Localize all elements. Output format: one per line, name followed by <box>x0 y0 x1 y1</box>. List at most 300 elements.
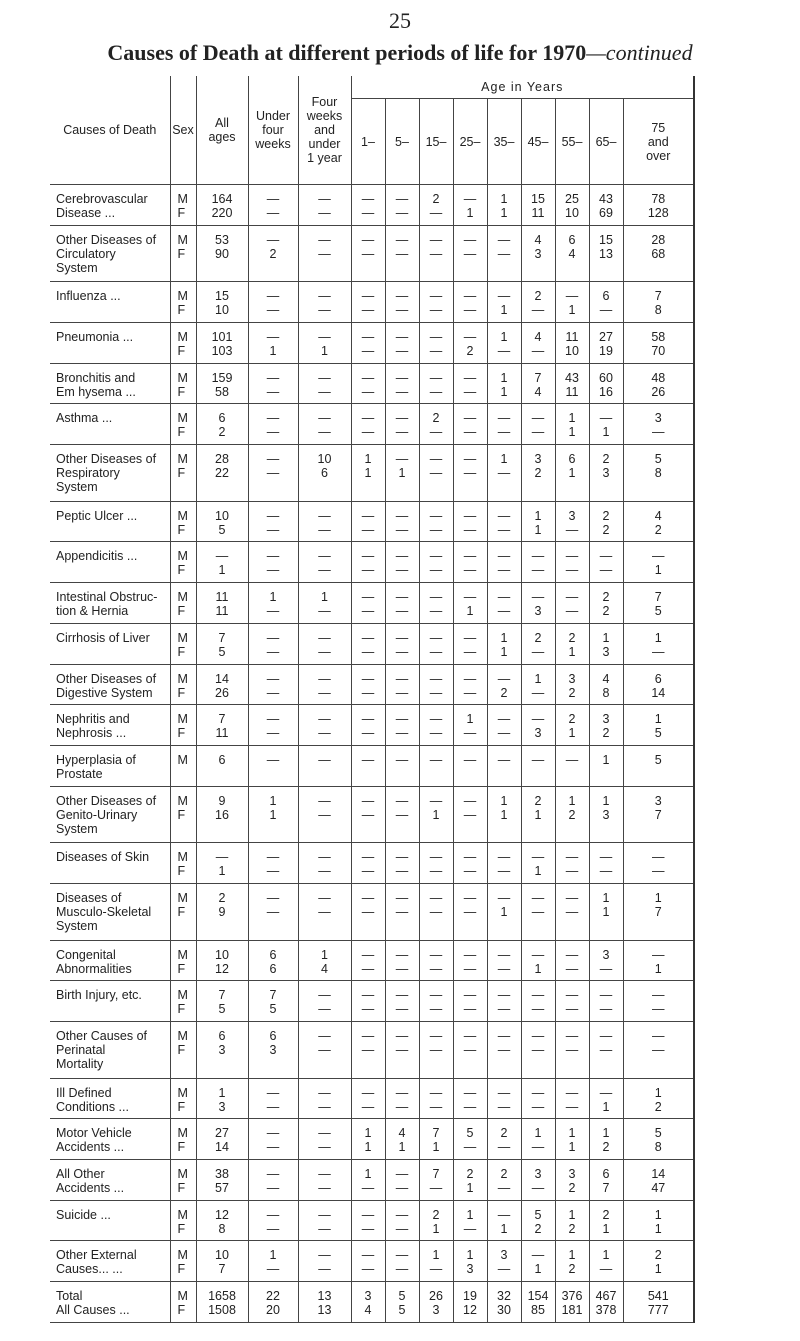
count-cell <box>196 225 248 282</box>
count-value: — <box>531 988 545 1003</box>
count-value: — <box>318 1126 331 1141</box>
count-value: — <box>463 671 477 686</box>
count-value: 53 <box>215 232 229 247</box>
count-cell <box>487 1119 521 1160</box>
count-value: — <box>361 522 375 537</box>
count-value: — <box>318 232 331 247</box>
count-value: 11 <box>565 329 579 344</box>
cause-of-death <box>50 1159 170 1200</box>
count-cell <box>453 664 487 705</box>
count-value: 1 <box>602 1126 610 1141</box>
count-value: 2 <box>534 630 542 645</box>
count-value: — <box>565 904 579 919</box>
count-value: 27 <box>215 1126 229 1141</box>
count-cell <box>623 501 694 542</box>
count-value: 12 <box>215 1207 229 1222</box>
count-value: — <box>318 1099 331 1114</box>
count-value: — <box>361 1042 375 1057</box>
count-cell <box>298 843 351 884</box>
count-value: 1 <box>500 644 508 659</box>
count-value: 26 <box>215 685 229 700</box>
count-value: — <box>565 549 579 564</box>
sex-value: F <box>177 1180 186 1195</box>
count-value: 1 <box>534 671 542 686</box>
sex-value: F <box>177 522 186 537</box>
count-cell <box>196 664 248 705</box>
count-value: — <box>395 1028 409 1043</box>
table-row <box>50 843 694 884</box>
count-value: — <box>497 604 511 619</box>
count-value: 68 <box>651 246 666 261</box>
count-cell <box>298 445 351 502</box>
count-value: 26 <box>429 1289 443 1304</box>
table-row <box>50 542 694 583</box>
count-value: — <box>395 563 409 578</box>
count-cell <box>521 1241 555 1282</box>
count-value: 7 <box>602 1180 610 1195</box>
sex-value: M <box>177 793 188 808</box>
cause-label-line: All Other <box>56 1166 105 1181</box>
count-value: 2 <box>602 1207 610 1222</box>
count-cell <box>453 1200 487 1241</box>
count-value: — <box>463 947 477 962</box>
count-cell <box>487 623 521 664</box>
count-value: 10 <box>215 1248 229 1263</box>
count-cell <box>419 883 453 940</box>
sex-value: F <box>177 1002 186 1017</box>
count-cell <box>453 282 487 323</box>
count-cell <box>196 363 248 404</box>
count-value: — <box>599 1262 613 1277</box>
count-cell <box>589 1078 623 1119</box>
count-value: 1 <box>568 726 576 741</box>
count-value: 8 <box>218 1221 226 1236</box>
count-value: — <box>429 1099 443 1114</box>
count-cell <box>555 185 589 226</box>
count-cell <box>419 322 453 363</box>
count-value: — <box>463 590 477 605</box>
count-value: — <box>266 370 280 385</box>
cause-label-line: Musculo-Skeletal <box>56 904 152 919</box>
count-cell <box>555 583 589 624</box>
count-value: — <box>565 1042 579 1057</box>
count-cell <box>419 1078 453 1119</box>
count-cell <box>298 282 351 323</box>
count-cell <box>623 282 694 323</box>
header-all-ages <box>196 76 248 185</box>
count-value: — <box>318 192 331 206</box>
count-cell <box>419 404 453 445</box>
sex-value: M <box>177 988 188 1003</box>
count-value: 159 <box>211 370 233 385</box>
cause-label-line: Other Diseases of <box>56 232 157 247</box>
count-value: 7 <box>534 370 542 385</box>
count-value: 4 <box>398 1126 406 1141</box>
count-cell <box>589 1159 623 1200</box>
count-value: 3 <box>602 947 610 962</box>
cause-label-line: Nephritis and <box>56 712 130 727</box>
count-value: 28 <box>651 232 666 247</box>
count-cell <box>555 1078 589 1119</box>
cause-of-death <box>50 542 170 583</box>
count-value: — <box>531 850 545 865</box>
count-value: — <box>463 232 477 247</box>
sex-cell <box>170 1078 196 1119</box>
count-value: 6 <box>269 961 277 976</box>
sex-value: F <box>177 303 186 318</box>
count-cell <box>589 786 623 843</box>
count-cell <box>623 225 694 282</box>
sex-value: M <box>177 1028 188 1043</box>
count-value: — <box>361 384 375 399</box>
count-value: — <box>215 549 229 564</box>
count-value: — <box>318 370 331 385</box>
count-cell <box>196 501 248 542</box>
count-value: 1 <box>218 864 226 879</box>
header-age-col: 35– <box>487 99 521 185</box>
cause-label-line: Other Diseases of <box>56 671 157 686</box>
count-cell <box>419 445 453 502</box>
count-cell <box>487 786 521 843</box>
count-cell <box>521 1119 555 1160</box>
count-value: 1 <box>321 590 328 605</box>
count-value: — <box>266 671 280 686</box>
count-cell <box>196 981 248 1022</box>
sex-value: F <box>177 466 186 481</box>
count-value: — <box>318 1140 331 1155</box>
count-value: — <box>565 890 579 905</box>
count-cell <box>419 1119 453 1160</box>
count-value: 7 <box>218 712 226 727</box>
count-value: — <box>266 206 280 220</box>
sex-value: M <box>177 1085 188 1100</box>
count-cell <box>351 501 385 542</box>
count-cell <box>248 1078 298 1119</box>
cause-of-death <box>50 1200 170 1241</box>
count-value: 1 <box>500 793 508 808</box>
cause-label-line: Appendicitis ... <box>56 549 138 564</box>
count-cell <box>351 1200 385 1241</box>
count-cell <box>196 883 248 940</box>
cause-label-line: Accidents ... <box>56 1140 125 1155</box>
count-cell <box>487 705 521 746</box>
sex-value: M <box>177 947 188 962</box>
header-age-75-and-over <box>623 99 694 185</box>
count-value: 3 <box>218 1042 226 1057</box>
count-value: 16 <box>599 384 613 399</box>
sex-cell <box>170 1282 196 1323</box>
count-value: — <box>429 630 443 645</box>
count-value: — <box>395 1248 409 1263</box>
count-value: — <box>266 1166 280 1181</box>
count-cell <box>385 322 419 363</box>
count-value: 5 <box>654 753 662 767</box>
count-cell <box>453 1159 487 1200</box>
count-value: — <box>429 712 443 727</box>
cause-label-line: Diseases of Skin <box>56 850 150 865</box>
sex-value: F <box>177 1262 186 1277</box>
count-cell <box>521 664 555 705</box>
count-cell <box>521 185 555 226</box>
count-cell <box>589 664 623 705</box>
count-cell <box>453 322 487 363</box>
count-cell <box>589 623 623 664</box>
count-cell <box>196 1241 248 1282</box>
sex-value: F <box>177 1042 186 1057</box>
count-cell <box>453 940 487 981</box>
sex-value: M <box>177 370 188 385</box>
count-value: 32 <box>497 1289 511 1304</box>
count-value: — <box>497 343 511 358</box>
count-value: 2 <box>654 1248 662 1263</box>
sex-value: F <box>177 685 186 700</box>
cause-of-death <box>50 225 170 282</box>
cause-label-line: Asthma ... <box>56 411 113 426</box>
count-value: — <box>429 793 443 808</box>
header-age-col: 65– <box>589 99 623 185</box>
count-value: 1 <box>500 904 508 919</box>
count-value: 3 <box>568 671 576 686</box>
count-value: 12 <box>463 1303 477 1318</box>
sex-cell <box>170 843 196 884</box>
count-value: — <box>429 206 443 220</box>
count-value: — <box>361 1180 375 1195</box>
count-cell <box>298 542 351 583</box>
count-cell <box>589 883 623 940</box>
count-cell <box>555 1200 589 1241</box>
count-cell <box>196 746 248 787</box>
count-value: 3 <box>654 411 662 426</box>
count-value: — <box>361 753 375 767</box>
cause-label-line: Em hysema ... <box>56 384 136 399</box>
count-value: 2 <box>602 1140 610 1155</box>
sex-value: F <box>177 904 186 919</box>
count-value: 27 <box>599 329 613 344</box>
count-value: 1 <box>568 1207 576 1222</box>
count-value: — <box>395 590 409 605</box>
count-value: — <box>395 1085 409 1100</box>
count-value: — <box>429 343 443 358</box>
count-value: — <box>266 303 280 318</box>
count-value: — <box>318 508 331 523</box>
count-value: — <box>395 508 409 523</box>
count-value: — <box>497 289 511 304</box>
count-cell <box>298 225 351 282</box>
header-age-col: 1– <box>351 99 385 185</box>
header-age-75-line: over <box>646 148 671 163</box>
count-value: — <box>318 685 331 700</box>
count-value: 1 <box>500 192 508 206</box>
count-cell <box>521 746 555 787</box>
count-value: 3 <box>466 1262 474 1277</box>
count-cell <box>487 322 521 363</box>
count-cell <box>487 1021 521 1078</box>
count-value: — <box>266 1099 280 1114</box>
count-value: — <box>395 630 409 645</box>
count-cell <box>248 1159 298 1200</box>
count-cell <box>487 843 521 884</box>
count-value: — <box>429 508 443 523</box>
count-value: 7 <box>654 904 662 919</box>
count-value: — <box>266 685 280 700</box>
count-cell <box>453 786 487 843</box>
count-value: — <box>531 644 545 659</box>
count-cell <box>487 883 521 940</box>
count-value: — <box>395 947 409 962</box>
count-cell <box>351 1078 385 1119</box>
count-cell <box>521 705 555 746</box>
count-value: — <box>361 206 375 220</box>
count-cell <box>555 786 589 843</box>
count-value: 541 <box>647 1289 669 1304</box>
cause-of-death <box>50 1021 170 1078</box>
count-value: — <box>266 192 280 206</box>
cause-label-line: Cerebrovascular <box>56 192 148 206</box>
count-value: — <box>531 1140 545 1155</box>
count-value: — <box>531 1248 545 1263</box>
cause-of-death <box>50 583 170 624</box>
count-value: — <box>429 563 443 578</box>
count-value: 128 <box>647 206 669 220</box>
count-value: 13 <box>317 1303 332 1318</box>
count-value: — <box>463 753 477 767</box>
count-cell <box>487 1241 521 1282</box>
count-value: — <box>531 947 545 962</box>
count-cell <box>351 1119 385 1160</box>
count-value: — <box>361 671 375 686</box>
count-value: — <box>361 644 375 659</box>
cause-label-line: Total <box>56 1289 83 1304</box>
count-value: 85 <box>531 1303 545 1318</box>
count-cell <box>453 981 487 1022</box>
count-value: 1 <box>500 206 508 220</box>
count-value: — <box>361 343 375 358</box>
sex-cell <box>170 705 196 746</box>
count-value: — <box>463 1221 477 1236</box>
count-value: — <box>463 370 477 385</box>
count-cell <box>196 843 248 884</box>
sex-value: M <box>177 1166 188 1181</box>
count-value: — <box>395 343 409 358</box>
count-cell <box>623 404 694 445</box>
header-under-four-weeks <box>248 76 298 185</box>
count-cell <box>623 583 694 624</box>
count-value: — <box>361 807 375 822</box>
count-cell <box>248 786 298 843</box>
count-value: 43 <box>565 370 579 385</box>
count-value: — <box>429 1028 443 1043</box>
table-row <box>50 664 694 705</box>
table-row <box>50 1021 694 1078</box>
count-value: 10 <box>215 303 229 318</box>
cause-label-line: Bronchitis and <box>56 370 136 385</box>
count-value: 2 <box>654 1099 662 1114</box>
count-cell <box>248 1241 298 1282</box>
count-value: — <box>565 604 579 619</box>
count-cell <box>623 322 694 363</box>
count-value: 2 <box>432 411 440 426</box>
count-cell <box>487 1159 521 1200</box>
count-cell <box>453 501 487 542</box>
header-age-col: 5– <box>385 99 419 185</box>
count-value: 1 <box>466 712 474 727</box>
cause-label-line: Digestive System <box>56 685 153 700</box>
count-cell <box>623 623 694 664</box>
count-value: — <box>463 726 477 741</box>
count-value: 1 <box>269 590 277 605</box>
header-age-col: 15– <box>419 99 453 185</box>
sex-cell <box>170 583 196 624</box>
count-value: 9 <box>218 904 226 919</box>
count-cell <box>623 542 694 583</box>
count-value: — <box>429 1180 443 1195</box>
header-all-ages-line: ages <box>208 130 236 144</box>
count-cell <box>521 363 555 404</box>
count-value: 4 <box>568 246 576 261</box>
count-value: — <box>361 1221 375 1236</box>
count-cell <box>248 1200 298 1241</box>
count-value: — <box>463 850 477 865</box>
count-cell <box>555 883 589 940</box>
count-value: — <box>497 1028 511 1043</box>
cause-label-line: Birth Injury, etc. <box>56 988 142 1003</box>
cause-label-line: Diseases of <box>56 890 122 905</box>
sex-value: F <box>177 425 186 440</box>
count-cell <box>248 363 298 404</box>
cause-label-line: Influenza ... <box>56 289 121 304</box>
count-value: — <box>395 644 409 659</box>
count-value: — <box>429 590 443 605</box>
count-value: — <box>565 947 579 962</box>
count-cell <box>419 363 453 404</box>
count-cell <box>623 445 694 502</box>
count-value: 11 <box>565 384 579 399</box>
count-cell <box>385 1200 419 1241</box>
header-four-weeks-line: weeks <box>306 109 343 123</box>
count-value: 5 <box>218 644 226 659</box>
count-value: 14 <box>215 671 229 686</box>
count-cell <box>555 501 589 542</box>
header-age-col: 55– <box>555 99 589 185</box>
count-value: 1 <box>654 1221 662 1236</box>
cause-of-death <box>50 185 170 226</box>
count-cell <box>521 981 555 1022</box>
count-value: — <box>266 904 280 919</box>
count-cell <box>248 940 298 981</box>
count-value: — <box>463 549 477 564</box>
count-cell <box>521 1159 555 1200</box>
count-value: 2 <box>602 452 610 467</box>
sex-value: F <box>177 1221 186 1236</box>
count-cell <box>385 445 419 502</box>
count-value: — <box>429 1085 443 1100</box>
count-value: 47 <box>651 1180 666 1195</box>
cause-label-line: Respiratory <box>56 466 120 481</box>
sex-cell <box>170 883 196 940</box>
count-value: — <box>429 864 443 879</box>
count-cell <box>298 1159 351 1200</box>
count-value: — <box>463 961 477 976</box>
sex-cell <box>170 664 196 705</box>
count-cell <box>453 185 487 226</box>
count-cell <box>487 1200 521 1241</box>
count-value: — <box>361 712 375 727</box>
cause-of-death <box>50 843 170 884</box>
count-value: — <box>395 850 409 865</box>
count-cell <box>196 1159 248 1200</box>
count-cell <box>419 185 453 226</box>
cause-of-death <box>50 623 170 664</box>
